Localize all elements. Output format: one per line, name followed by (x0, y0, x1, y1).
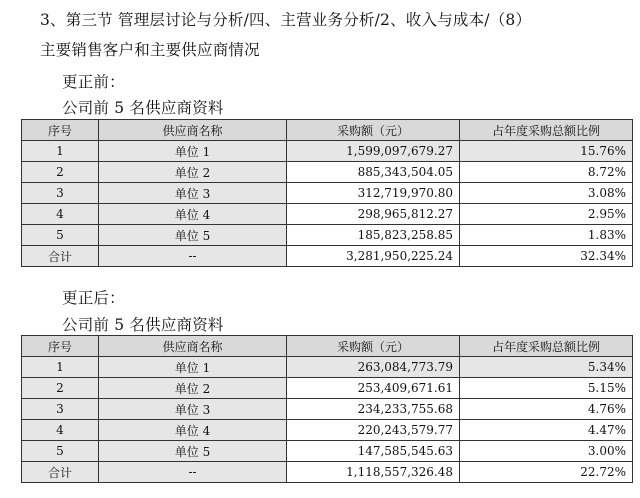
total-amount: 3,281,950,225.24 (287, 246, 460, 267)
row-percentage: 2.95% (460, 204, 633, 225)
row-amount: 234,233,755.68 (287, 399, 460, 420)
row-index: 2 (22, 162, 99, 183)
table-total-row (22, 246, 633, 267)
row-index: 1 (22, 357, 99, 378)
row-index: 4 (22, 204, 99, 225)
total-supplier-name: -- (99, 246, 287, 267)
section-heading: 3、第三节 管理层讨论与分析/四、主营业务分析/2、收入与成本/（8） (40, 11, 532, 29)
table-header-row (22, 120, 633, 141)
row-supplier-name: 单位 4 (99, 420, 287, 441)
before-table-title: 公司前 5 名供应商资料 (62, 99, 224, 117)
row-amount: 220,243,579.77 (287, 420, 460, 441)
row-amount: 298,965,812.27 (287, 204, 460, 225)
row-percentage: 3.00% (460, 441, 633, 462)
total-percentage: 22.72% (460, 462, 633, 483)
header-percentage: 占年度采购总额比例 (460, 120, 633, 141)
after-table-title: 公司前 5 名供应商资料 (62, 316, 224, 334)
row-percentage: 4.76% (460, 399, 633, 420)
before-correction-label: 更正前： (62, 73, 125, 91)
row-supplier-name: 单位 5 (99, 441, 287, 462)
table-row (22, 378, 633, 399)
table-row (22, 162, 633, 183)
table-row (22, 204, 633, 225)
total-label: 合计 (22, 246, 99, 267)
row-supplier-name: 单位 5 (99, 225, 287, 246)
row-percentage: 5.15% (460, 378, 633, 399)
row-index: 3 (22, 399, 99, 420)
table-row (22, 420, 633, 441)
before-supplier-table (21, 119, 633, 267)
row-percentage: 8.72% (460, 162, 633, 183)
table-row (22, 441, 633, 462)
row-percentage: 5.34% (460, 357, 633, 378)
row-index: 2 (22, 378, 99, 399)
after-supplier-table (21, 335, 633, 483)
table-total-row (22, 462, 633, 483)
row-index: 5 (22, 225, 99, 246)
row-percentage: 15.76% (460, 141, 633, 162)
header-supplier-name: 供应商名称 (99, 120, 287, 141)
total-label: 合计 (22, 462, 99, 483)
table-row (22, 141, 633, 162)
row-amount: 312,719,970.80 (287, 183, 460, 204)
table-row (22, 225, 633, 246)
table-row (22, 183, 633, 204)
row-supplier-name: 单位 1 (99, 357, 287, 378)
row-supplier-name: 单位 3 (99, 183, 287, 204)
row-amount: 253,409,671.61 (287, 378, 460, 399)
row-index: 4 (22, 420, 99, 441)
header-supplier-name: 供应商名称 (99, 336, 287, 357)
table-header-row (22, 336, 633, 357)
row-index: 3 (22, 183, 99, 204)
row-amount: 885,343,504.05 (287, 162, 460, 183)
total-percentage: 32.34% (460, 246, 633, 267)
row-percentage: 4.47% (460, 420, 633, 441)
row-supplier-name: 单位 3 (99, 399, 287, 420)
total-amount: 1,118,557,326.48 (287, 462, 460, 483)
row-amount: 263,084,773.79 (287, 357, 460, 378)
header-amount: 采购额（元） (287, 120, 460, 141)
total-supplier-name: -- (99, 462, 287, 483)
row-supplier-name: 单位 2 (99, 378, 287, 399)
after-correction-label: 更正后： (62, 289, 125, 307)
row-supplier-name: 单位 2 (99, 162, 287, 183)
row-supplier-name: 单位 4 (99, 204, 287, 225)
row-supplier-name: 单位 1 (99, 141, 287, 162)
row-amount: 185,823,258.85 (287, 225, 460, 246)
table-row (22, 357, 633, 378)
header-index: 序号 (22, 336, 99, 357)
header-index: 序号 (22, 120, 99, 141)
row-percentage: 1.83% (460, 225, 633, 246)
row-percentage: 3.08% (460, 183, 633, 204)
row-amount: 147,585,545.63 (287, 441, 460, 462)
table-row (22, 399, 633, 420)
row-index: 5 (22, 441, 99, 462)
header-percentage: 占年度采购总额比例 (460, 336, 633, 357)
header-amount: 采购额（元） (287, 336, 460, 357)
row-index: 1 (22, 141, 99, 162)
row-amount: 1,599,097,679.27 (287, 141, 460, 162)
section-subheading: 主要销售客户和主要供应商情况 (40, 41, 260, 59)
